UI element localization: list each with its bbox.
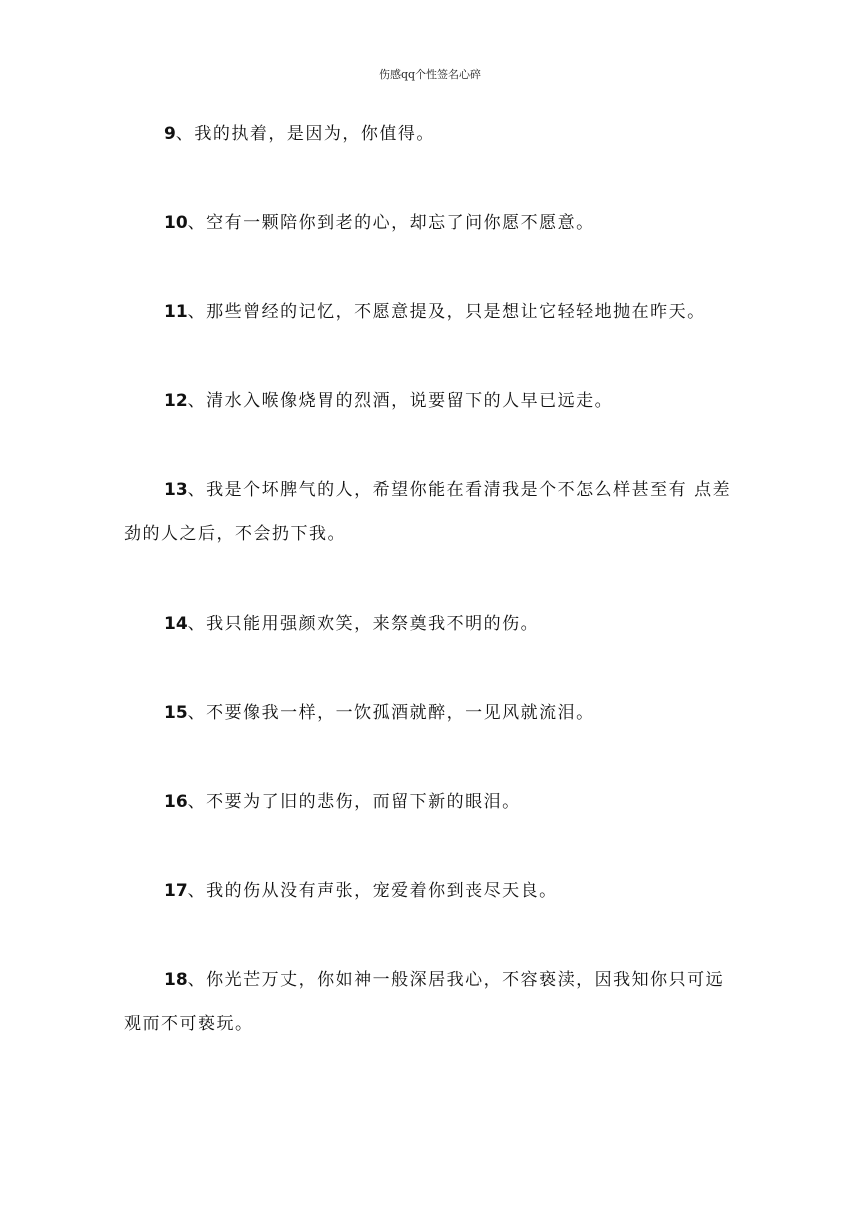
entry-11 (124, 290, 734, 334)
entry-13 (124, 468, 734, 556)
entry-text: 、清水入喉像烧胃的烈酒，说要留下的人早已远走。 (187, 391, 614, 411)
entry-10 (124, 201, 734, 245)
entry-number: 15 (164, 703, 188, 723)
page-header: 伤感qq个性签名心碎 (378, 68, 482, 81)
entry-text: 、我的伤从没有声张，宠爱着你到丧尽天良。 (187, 881, 558, 901)
entry-9 (124, 112, 734, 156)
entry-number: 11 (164, 302, 188, 322)
entry-text: 、那些曾经的记忆，不愿意提及，只是想让它轻轻地抛在昨天。 (187, 302, 706, 322)
entry-14 (124, 602, 734, 646)
entry-number: 9 (164, 124, 176, 144)
entry-number: 10 (164, 213, 188, 233)
entry-text: 、我的执着，是因为，你值得。 (175, 124, 435, 144)
entry-15 (124, 691, 734, 735)
entry-16 (124, 780, 734, 824)
entry-text: 、你光芒万丈，你如神一般深居我心，不容亵渎，因我知你只可远观而不可亵玩。 (124, 970, 725, 1034)
entry-text: 、不要像我一样，一饮孤酒就醉，一见风就流泪。 (187, 703, 595, 723)
entry-12 (124, 379, 734, 423)
entry-number: 13 (164, 480, 188, 500)
entry-18 (124, 958, 734, 1046)
entry-17 (124, 869, 734, 913)
entry-number: 14 (164, 614, 188, 634)
entry-text: 、我是个坏脾气的人，希望你能在看清我是个不怎么样甚至有 点差劲的人之后，不会扔下我。 (124, 480, 732, 544)
entry-number: 18 (164, 970, 188, 990)
entry-number: 12 (164, 391, 188, 411)
entry-text: 、空有一颗陪你到老的心，却忘了问你愿不愿意。 (187, 213, 595, 233)
entry-text: 、我只能用强颜欢笑，来祭奠我不明的伤。 (187, 614, 540, 634)
entry-text: 、不要为了旧的悲伤，而留下新的眼泪。 (187, 792, 521, 812)
entry-number: 16 (164, 792, 188, 812)
entry-number: 17 (164, 881, 188, 901)
